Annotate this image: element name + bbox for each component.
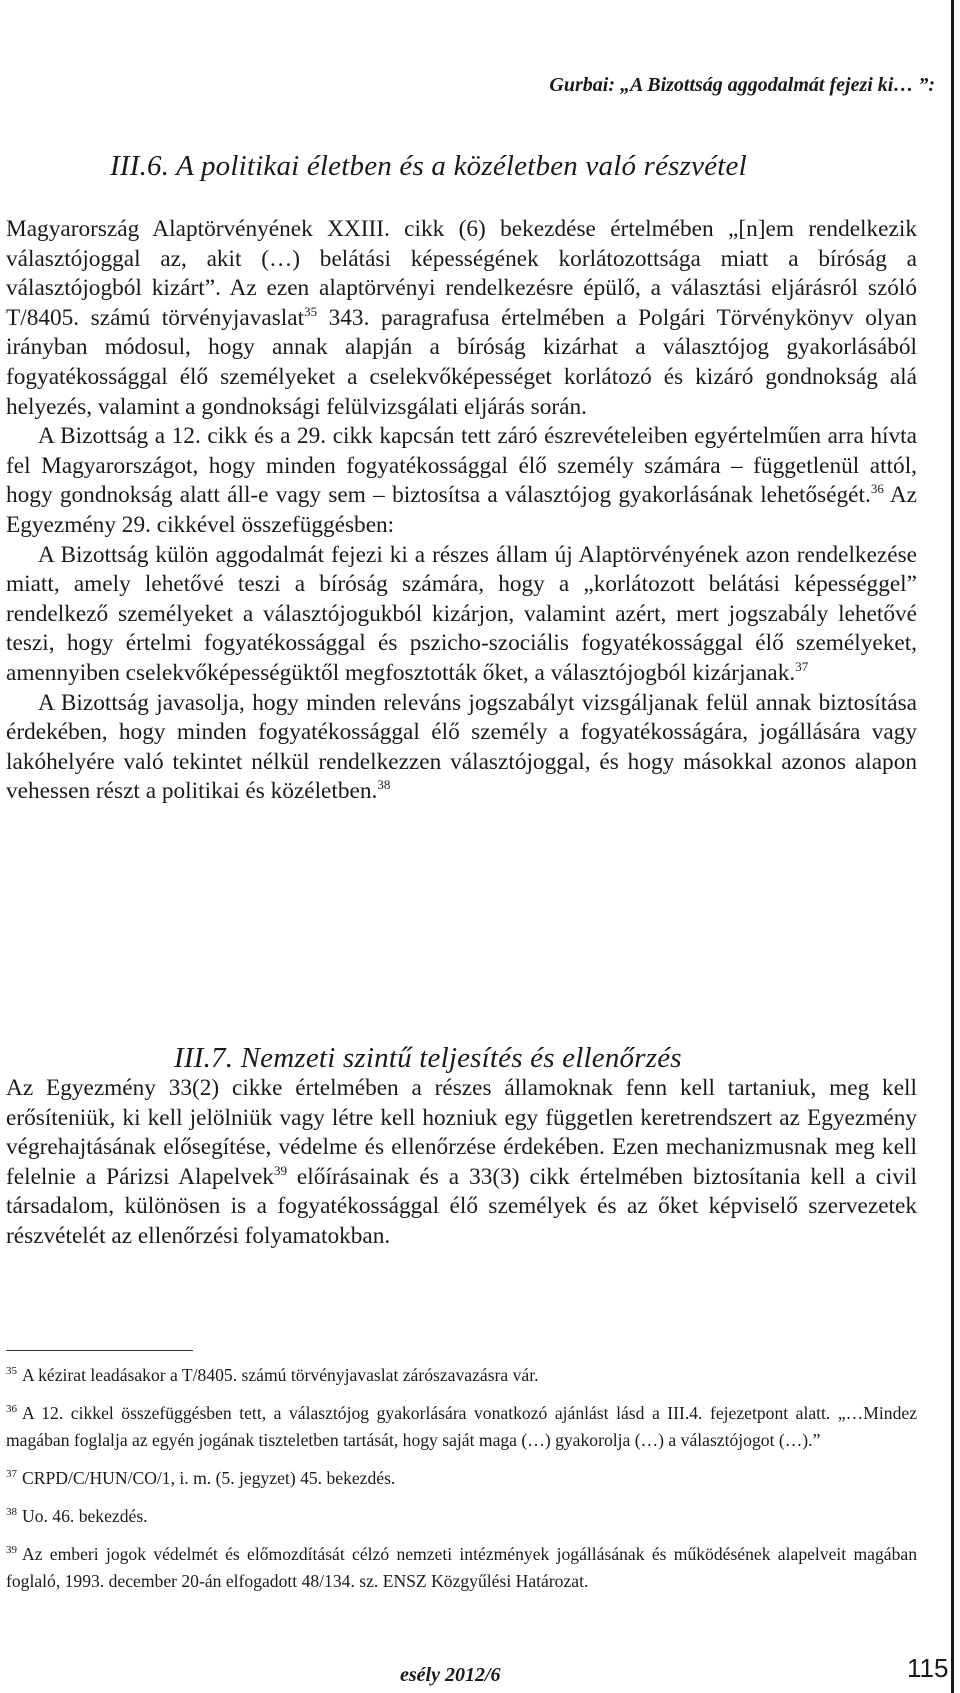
- paragraph: [6, 215, 917, 422]
- footnote-text: CRPD/C/HUN/CO/1, i. m. (5. jegyzet) 45. bekezdés.: [22, 1468, 396, 1488]
- footnote-number: 39: [6, 1544, 17, 1557]
- quote-paragraph: [6, 689, 917, 807]
- footnote-number: 36: [6, 1403, 17, 1416]
- section-6-body: [6, 215, 917, 807]
- footnotes: [6, 1362, 917, 1606]
- page-edge-rule: [951, 0, 954, 1693]
- paragraph-text: Az Egyezmény 29. cikkével összefüggésben:: [6, 482, 917, 538]
- paragraph: [6, 422, 917, 540]
- paragraph: [6, 1074, 917, 1252]
- footnote: [6, 1362, 917, 1389]
- footnote-separator: [6, 1350, 193, 1351]
- footnote-text: Uo. 46. bekezdés.: [22, 1506, 148, 1526]
- journal-name: esély 2012/6: [400, 1664, 501, 1686]
- page-number: 115: [907, 1653, 949, 1683]
- footnote-ref[interactable]: 39: [273, 1163, 287, 1179]
- footnote-ref[interactable]: 36: [870, 481, 884, 497]
- paragraph-text: Magyarország Alaptörvényének XXIII. cikk (6) bekezdése értelmében „[n]em rendelkezik választójoggal az, akit (…) belátási képességének korlátozottsága miatt a bíróság a választójogból kizárt”. Az ezen alaptörvényi rendelkezésre épülő, a választási eljárásról szóló T/8405. számú törvényjavaslat: [6, 216, 917, 331]
- paragraph-text: A Bizottság javasolja, hogy minden releváns jogszabályt vizsgáljanak felül annak biztosítása érdekében, hogy minden fogyatékossággal élő személy a fogyatékosságára, jogállására vagy lakóhelyére való tekintet nélkül rendelkezzen választójoggal, és hogy másokkal azonos alapon vehessen részt a politikai és közéletben.: [6, 689, 917, 805]
- footnote-ref[interactable]: 37: [795, 659, 809, 675]
- section-heading-6: III.6. A politikai életben és a közéletben való részvétel: [110, 150, 747, 182]
- footnote-ref[interactable]: 38: [377, 777, 391, 793]
- paragraph-text: A Bizottság a 12. cikk és a 29. cikk kapcsán tett záró észrevételeiben egyértelműen arra hívta fel Magyarországot, hogy minden fogyatékossággal élő személy számára – függetlenül attól, hogy gondnokság alatt áll-e vagy sem – biztosítsa a választójog gyakorlásának lehetőségét.: [6, 423, 917, 509]
- footnote-number: 37: [6, 1468, 17, 1481]
- running-head: Gurbai: „A Bizottság aggodalmát fejezi ki… ”:: [549, 74, 935, 96]
- paragraph-text: 343. paragrafusa értelmében a Polgári Törvénykönyv olyan irányban módosul, hogy annak alapján a bíróság kizárhat a választójog gyakorlásából fogyatékossággal élő személyeket a cselekvőképességet korlátozó és kizáró gondnokság alá helyezés, valamint a gondnoksági felülvizsgálati eljárás során.: [6, 304, 918, 420]
- footnote-text: A 12. cikkel összefüggésben tett, a választójog gyakorlására vonatkozó ajánlást lásd a III.4. fejezetpont alatt. „…Mindez magában foglalja az egyén jogának tiszteletben tartását, hogy saját maga (…) gyakorolja (…) a választójogot (…).”: [6, 1403, 917, 1450]
- paragraph-text: Az Egyezmény 33(2) cikke értelmében a részes államoknak fenn kell tartaniuk, meg kell erősíteniük, ki kell jelölniük vagy létre kell hozniuk egy független keretrendszert az Egyezmény végrehajtásának elősegítése, védelme és ellenőrzése érdekében. Ezen mechanizmusnak meg kell felelnie a Párizsi Alapelvek: [6, 1075, 917, 1190]
- quote-paragraph: [6, 541, 917, 689]
- section-7-body: [6, 1074, 917, 1252]
- footnote-number: 35: [6, 1365, 17, 1378]
- footnote-ref[interactable]: 35: [304, 304, 318, 320]
- footnote-number: 38: [6, 1506, 17, 1519]
- paragraph-text: előírásainak és a 33(3) cikk értelmében biztosítania kell a civil társadalom, különösen is a fogyatékossággal élő személyek és az őket képviselő szervezetek részvételét az ellenőrzési folyamatokban.: [6, 1163, 917, 1249]
- paragraph-text: A Bizottság külön aggodalmát fejezi ki a részes állam új Alaptörvényének azon rendelkezése miatt, amely lehetővé teszi a bíróság számára, hogy a „korlátozott belátási képességgel” rendelkező személyeket a választójogukból kizárjon, valamint azért, mert jogszabály lehetővé teszi, hogy értelmi fogyatékossággal és pszicho-szociális fogyatékossággal élő személyeket, amennyiben cselekvőképességüktől megfosztották őket, a választójogból kizárjanak.: [6, 541, 917, 686]
- footnote: [6, 1400, 917, 1454]
- footnote: [6, 1503, 917, 1530]
- footnote: [6, 1465, 917, 1492]
- footnote-text: A kézirat leadásakor a T/8405. számú törvényjavaslat zárószavazásra vár.: [22, 1365, 539, 1385]
- section-heading-7: III.7. Nemzeti szintű teljesítés és ellenőrzés: [174, 1042, 682, 1074]
- footnote-text: Az emberi jogok védelmét és előmozdítását célzó nemzeti intézmények jogállásának és működésének alapelveit magában foglaló, 1993. december 20-án elfogadott 48/134. sz. ENSZ Közgyűlési Határozat.: [6, 1544, 917, 1591]
- footnote: [6, 1541, 917, 1595]
